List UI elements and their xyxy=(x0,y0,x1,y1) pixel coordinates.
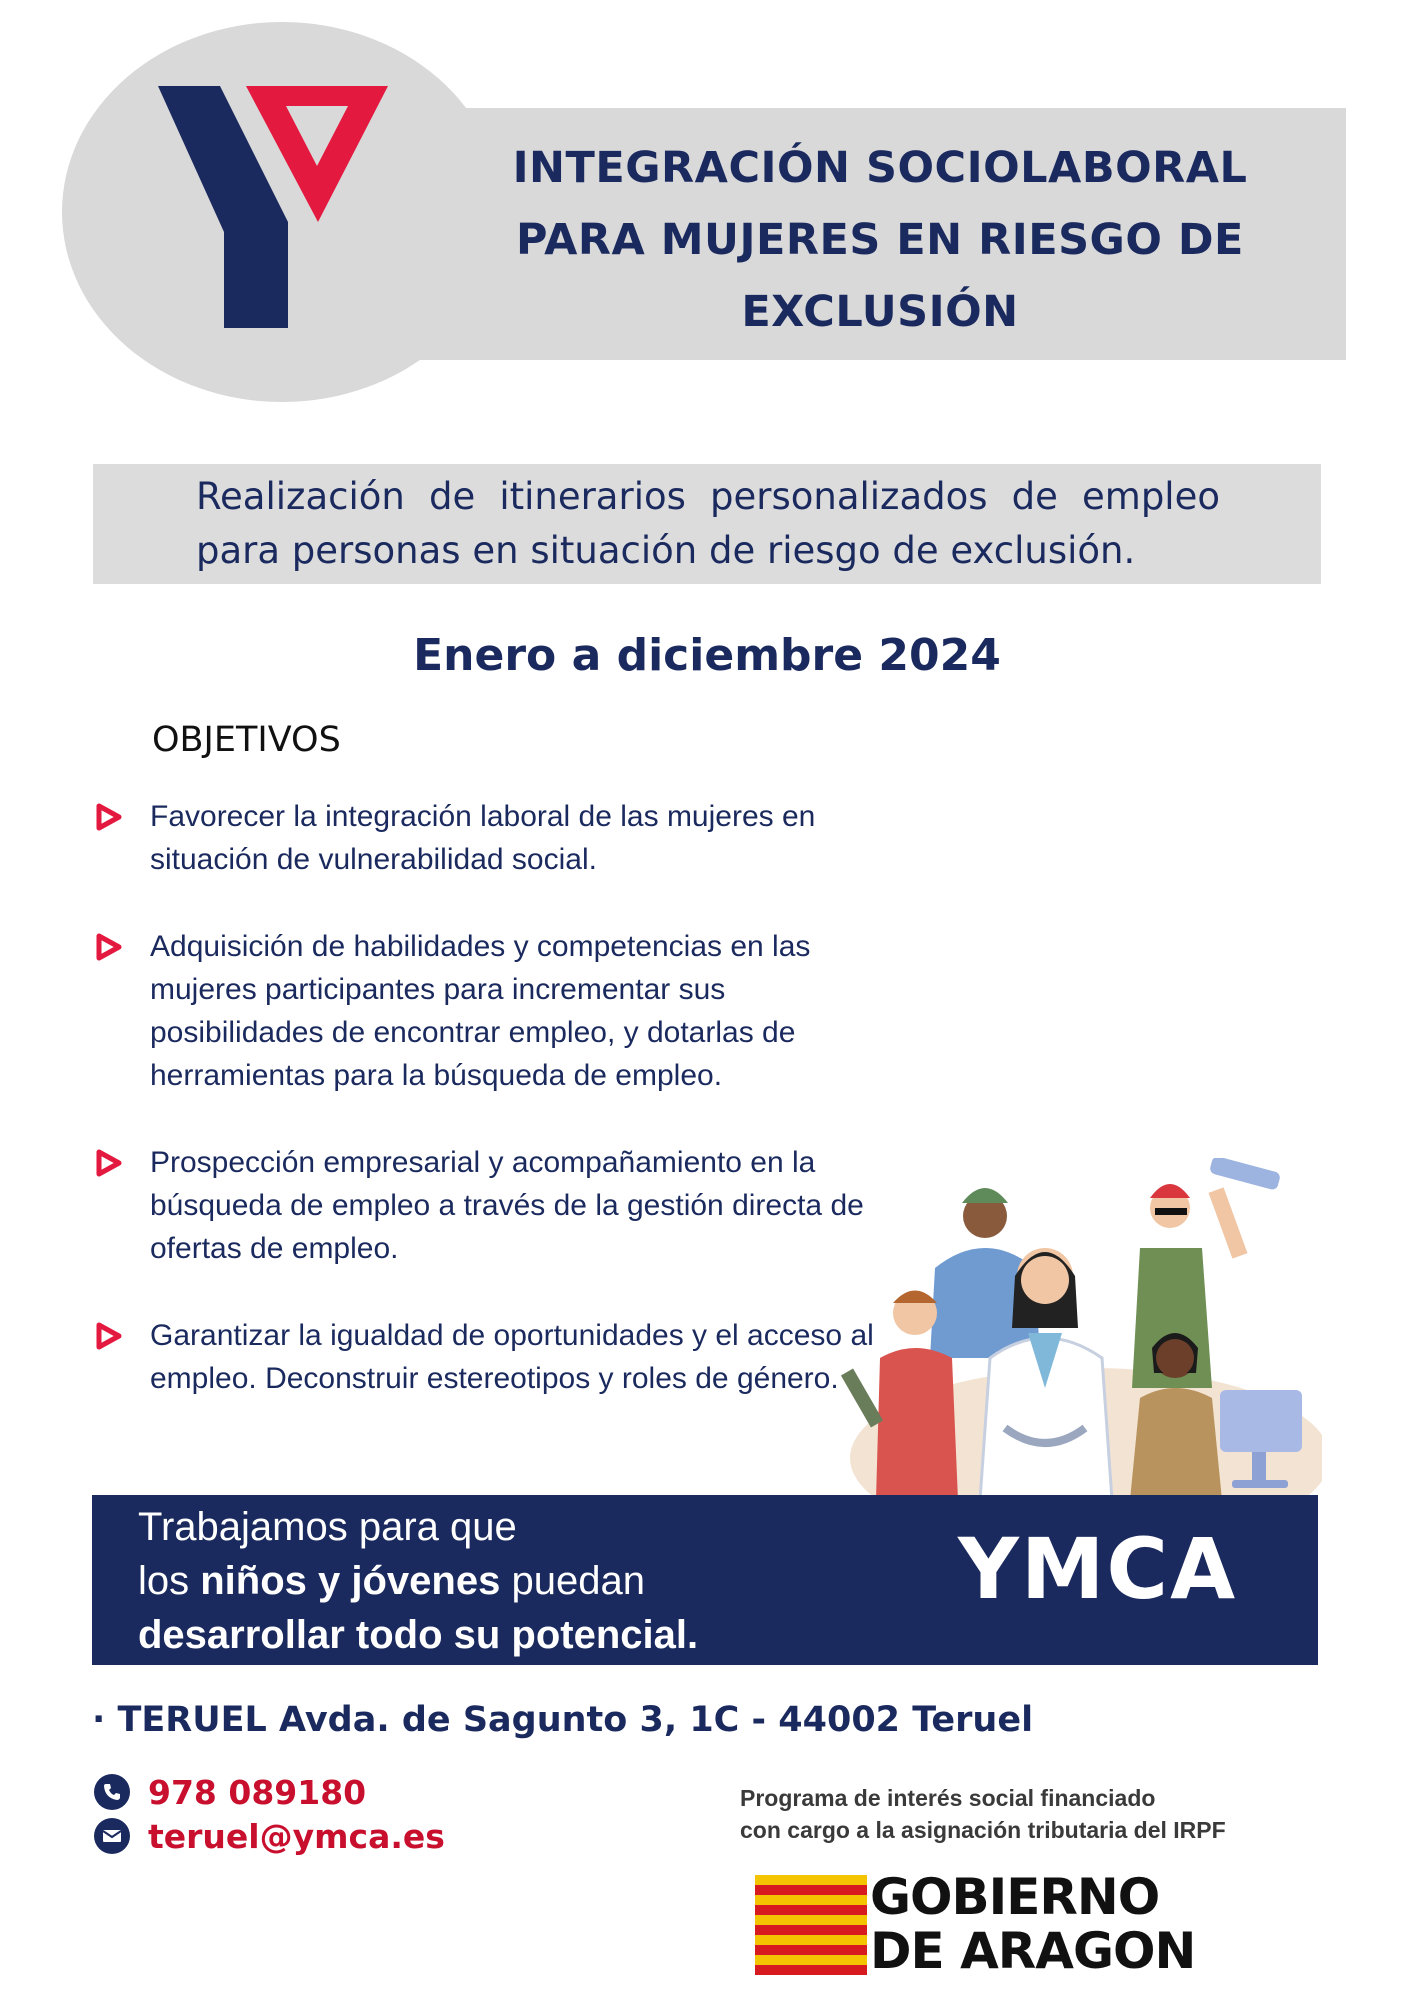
mail-icon xyxy=(94,1818,130,1854)
title-line: INTEGRACIÓN SOCIOLABORAL xyxy=(512,143,1248,193)
play-triangle-icon xyxy=(96,1149,122,1177)
slogan-line-2-pre: los xyxy=(138,1559,201,1603)
funding-line-2: con cargo a la asignación tributaria del IRPF xyxy=(740,1817,1226,1843)
gov-line-2: DE ARAGON xyxy=(870,1922,1196,1980)
phone-icon xyxy=(94,1774,130,1810)
period-heading: Enero a diciembre 2024 xyxy=(413,630,1001,681)
play-triangle-icon xyxy=(96,1322,122,1350)
slogan-line-2 xyxy=(138,1554,858,1608)
slogan-line-2-post: puedan xyxy=(500,1559,645,1603)
page-title xyxy=(460,132,1300,348)
ymca-y-logo-icon xyxy=(158,82,388,332)
gobierno-aragon-logo xyxy=(870,1870,1195,1978)
title-line: PARA MUJERES EN RIESGO DE xyxy=(516,215,1244,265)
play-triangle-icon xyxy=(96,803,122,831)
funding-line-1: Programa de interés social financiado xyxy=(740,1785,1156,1811)
objective-item xyxy=(92,925,882,1097)
slogan-line-1: Trabajamos para que xyxy=(138,1505,517,1549)
objective-text: Adquisición de habilidades y competencias en las mujeres participantes para incrementar sus posibilidades de encontrar empleo, y dotarlas de herramientas para la búsqueda de empleo. xyxy=(150,930,811,1092)
ymca-wordmark-logo: YMCA xyxy=(958,1520,1238,1618)
women-workers-illustration xyxy=(840,1158,1322,1500)
email-row xyxy=(94,1814,445,1858)
address-text: · TERUEL Avda. de Sagunto 3, 1C - 44002 Teruel xyxy=(92,1700,1034,1740)
objective-item xyxy=(92,1314,882,1400)
slogan-line-2-bold: niños y jóvenes xyxy=(200,1559,501,1603)
slogan-text xyxy=(138,1500,858,1662)
intro-text: Realización de itinerarios personalizados de empleo para personas en situación de riesgo de exclusión. xyxy=(196,475,1220,572)
email-address[interactable]: teruel@ymca.es xyxy=(148,1816,445,1856)
slogan-line-3 xyxy=(138,1608,858,1662)
slogan-line-3-bold: desarrollar todo su potencial. xyxy=(138,1613,699,1657)
title-line: EXCLUSIÓN xyxy=(741,287,1019,337)
play-triangle-icon xyxy=(96,933,122,961)
gov-line-1: GOBIERNO xyxy=(870,1868,1160,1926)
objective-text: Prospección empresarial y acompañamiento en la búsqueda de empleo a través de la gestión directa de ofertas de empleo. xyxy=(150,1146,864,1265)
objectives-list xyxy=(92,795,882,1444)
objective-text: Garantizar la igualdad de oportunidades y el acceso al empleo. Deconstruir estereotipos y roles de género. xyxy=(150,1319,874,1395)
objective-item xyxy=(92,795,882,881)
objectives-heading: OBJETIVOS xyxy=(152,720,341,760)
objective-text: Favorecer la integración laboral de las mujeres en situación de vulnerabilidad social. xyxy=(150,800,816,876)
funding-note xyxy=(740,1782,1340,1846)
phone-number[interactable]: 978 089180 xyxy=(148,1772,367,1812)
aragon-flag-icon xyxy=(755,1875,867,1975)
phone-row xyxy=(94,1770,366,1814)
objective-item xyxy=(92,1141,882,1270)
